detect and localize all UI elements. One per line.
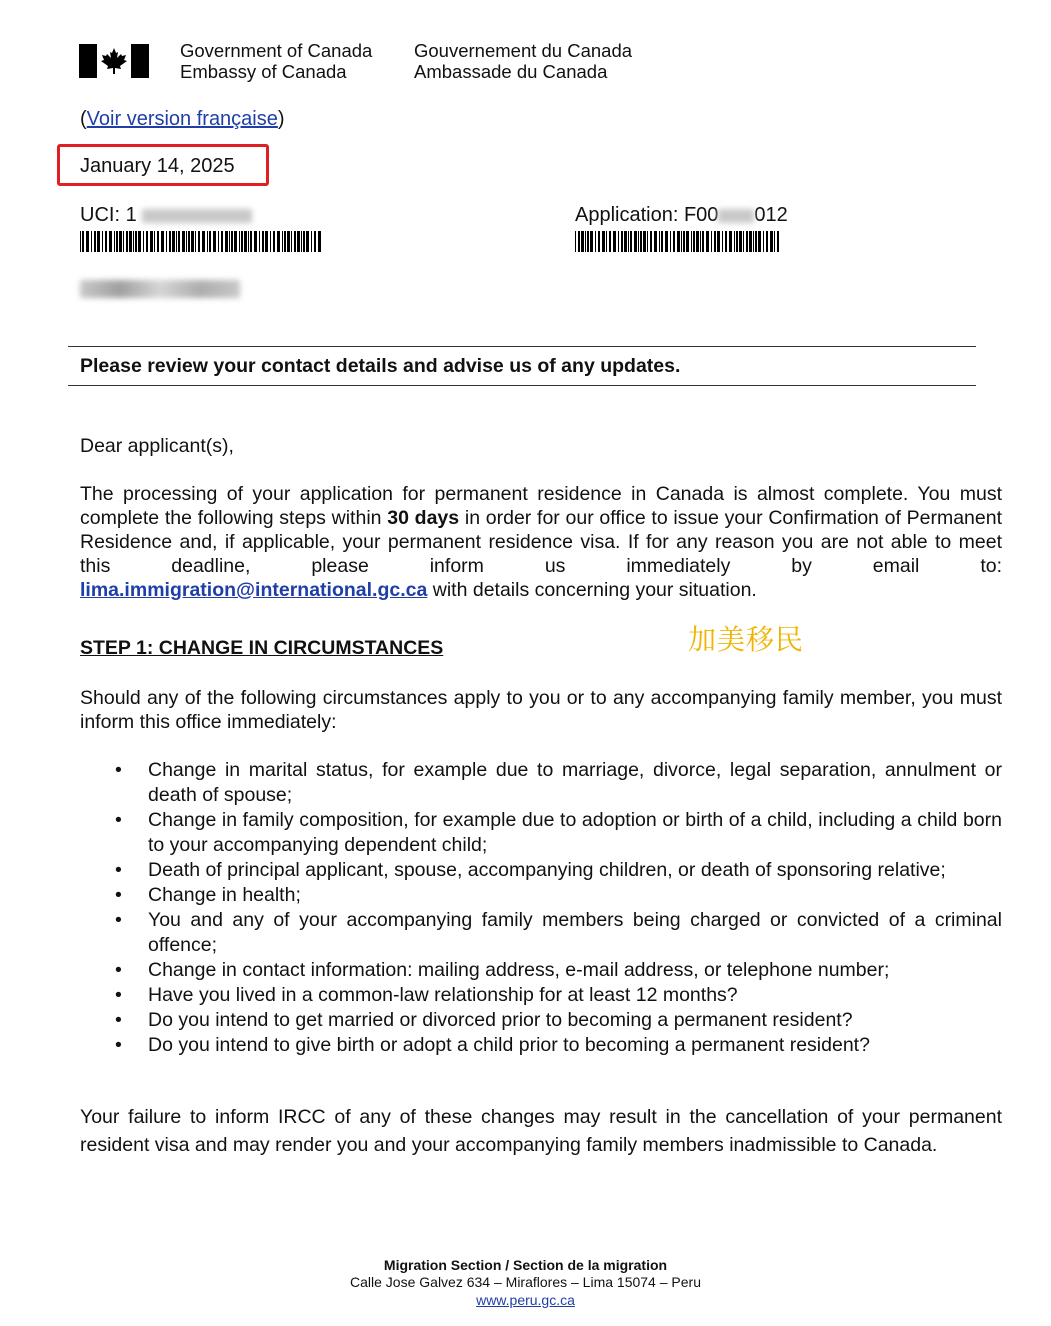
application-barcode (575, 231, 783, 252)
list-item: • Change in family composition, for example due to adoption or birth of a child, including a child born to your accompanying dependent child; (80, 808, 1002, 858)
application-suffix: 012 (754, 204, 788, 226)
review-notice: Please review your contact details and advise us of any updates. (80, 355, 681, 377)
government-name-fr: Gouvernement du Canada (414, 40, 633, 61)
embassy-name-en: Embassy of Canada (180, 61, 347, 82)
list-item: • Change in marital status, for example due to marriage, divorce, legal separation, annulment or death of spouse; (80, 758, 1002, 808)
header-english (180, 40, 372, 82)
deadline-emphasis: 30 days (387, 507, 460, 529)
divider-top (68, 346, 976, 347)
website-link[interactable]: www.peru.gc.ca (476, 1292, 575, 1308)
circumstances-list (80, 758, 1002, 1058)
redacted-uci (142, 209, 252, 223)
salutation: Dear applicant(s), (80, 435, 234, 457)
french-version-link[interactable]: Voir version française (86, 108, 278, 130)
step1-heading: STEP 1: CHANGE IN CIRCUMSTANCES (80, 637, 444, 659)
application-block (575, 204, 788, 252)
language-link-line: (Voir version française) (80, 108, 285, 130)
list-item: • You and any of your accompanying family members being charged or convicted of a criminal offence; (80, 908, 1002, 958)
uci-label: UCI: (80, 204, 120, 226)
government-name-en: Government of Canada (180, 40, 373, 61)
failure-notice: Your failure to inform IRCC of any of these changes may result in the cancellation of your permanent resident visa and may render you and your accompanying family members inadmissible to Canada. (80, 1106, 1002, 1156)
intro-paragraph-end: lima.immigration@international.gc.ca with details concerning your situation. (80, 579, 757, 601)
redacted-application (718, 209, 754, 223)
list-item: • Have you lived in a common-law relationship for at least 12 months? (80, 983, 1002, 1008)
list-item: • Do you intend to give birth or adopt a child prior to becoming a permanent resident? (80, 1033, 1002, 1058)
list-item: • Change in health; (80, 883, 1002, 908)
footer-website-line (0, 1292, 1051, 1309)
redacted-applicant-name (80, 280, 240, 298)
divider-bottom (68, 385, 976, 386)
footer-section: Migration Section / Section de la migration (383, 1257, 668, 1273)
uci-value: 1 (125, 204, 137, 226)
maple-leaf-icon (99, 47, 129, 75)
list-item: • Death of principal applicant, spouse, accompanying children, or death of sponsoring relative; (80, 858, 1002, 883)
list-item: • Do you intend to get married or divorced prior to becoming a permanent resident? (80, 1008, 1002, 1033)
list-item: • Change in contact information: mailing address, e-mail address, or telephone number; (80, 958, 1002, 983)
header-french (414, 40, 632, 82)
watermark-text: 加美移民 (688, 624, 805, 655)
letter-date: January 14, 2025 (80, 155, 235, 177)
embassy-name-fr: Ambassade du Canada (414, 61, 608, 82)
contact-email-link[interactable]: lima.immigration@international.gc.ca (80, 579, 428, 601)
application-label: Application: F00 (575, 204, 719, 226)
canada-flag-icon (79, 44, 149, 78)
uci-block (80, 204, 325, 252)
footer-address: Calle Jose Galvez 634 – Miraflores – Lima 15074 – Peru (350, 1274, 701, 1290)
step1-intro: Should any of the following circumstances apply to you or to any accompanying family member, you must inform this office immediately: (80, 687, 1002, 733)
uci-barcode (80, 231, 325, 252)
intro-paragraph: The processing of your application for permanent residence in Canada is almost complete. You must complete the following steps within 30 days in order for our office to issue your Confirmation of Permanent Residence and, if applicable, your permanent residence visa. If for any reason you are not able to meet this deadline, please inform us immediately by email to: (80, 483, 1002, 577)
